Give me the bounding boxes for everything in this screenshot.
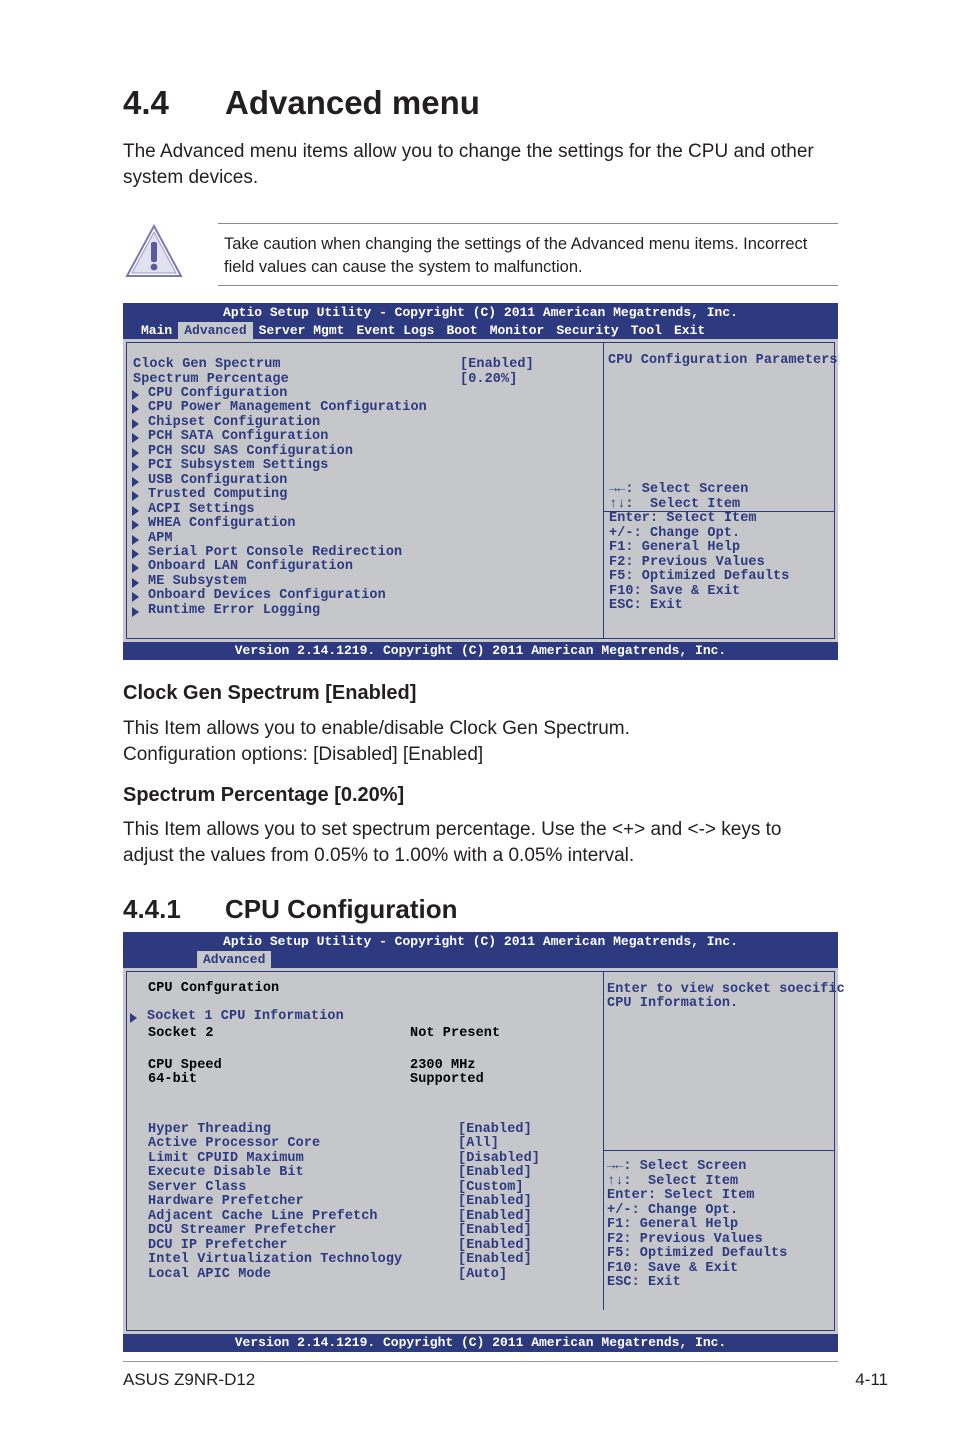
key-hint: F1: General Help <box>609 540 741 555</box>
info-value: 2300 MHz <box>410 1058 476 1073</box>
socket1-submenu[interactable]: Socket 1 CPU Information <box>147 1009 344 1024</box>
help-line-2: CPU Information. <box>607 996 739 1011</box>
submenu-arrow-icon <box>132 419 139 429</box>
setting-value[interactable]: [Custom] <box>458 1179 524 1195</box>
tab-event-logs[interactable]: Event Logs <box>356 323 435 338</box>
submenu-arrow-icon <box>132 592 139 602</box>
submenu-arrow-icon <box>132 448 139 458</box>
submenu-item[interactable]: WHEA Configuration <box>148 516 296 532</box>
bios-divider <box>603 343 604 638</box>
clock-gen-heading: Clock Gen Spectrum [Enabled] <box>123 682 417 704</box>
key-hint: →←: Select Screen <box>607 1159 747 1174</box>
setting-label[interactable]: Active Processor Core <box>148 1136 321 1152</box>
key-hint: +/-: Change Opt. <box>607 1202 739 1218</box>
submenu-item[interactable]: Trusted Computing <box>148 487 288 503</box>
setting-value[interactable]: [Enabled] <box>460 357 534 372</box>
info-value: Not Present <box>410 1026 501 1041</box>
key-hint: +/-: Change Opt. <box>609 525 741 541</box>
section-number: 4.4 <box>123 84 169 121</box>
key-hint: F10: Save & Exit <box>609 583 741 599</box>
setting-label[interactable]: Spectrum Percentage <box>133 371 289 387</box>
spectrum-heading: Spectrum Percentage [0.20%] <box>123 784 405 806</box>
submenu-item[interactable]: PCI Subsystem Settings <box>148 458 329 474</box>
submenu-arrow-icon <box>130 1013 137 1023</box>
help-line-1: Enter to view socket soecific <box>607 982 845 997</box>
key-hint: F2: Previous Values <box>607 1231 763 1247</box>
bios-title-2: Aptio Setup Utility - Copyright (C) 2011 American Megatrends, Inc. <box>223 934 738 949</box>
tab-advanced[interactable]: Advanced <box>178 322 252 339</box>
setting-label[interactable]: Local APIC Mode <box>148 1266 272 1282</box>
subsection-number: 4.4.1 <box>123 894 181 924</box>
bios-tab-bar-2 <box>197 951 271 968</box>
note-bottom-rule <box>218 285 838 286</box>
setting-label[interactable]: Adjacent Cache Line Prefetch <box>148 1208 378 1224</box>
tab-monitor[interactable]: Monitor <box>489 323 545 338</box>
tab-advanced[interactable]: Advanced <box>197 951 271 968</box>
subsection-title-text: CPU Configuration <box>225 894 458 924</box>
info-label: CPU Speed <box>148 1058 222 1073</box>
submenu-arrow-icon <box>132 404 139 414</box>
submenu-arrow-icon <box>132 506 139 516</box>
submenu-item[interactable]: CPU Power Management Configuration <box>148 400 427 416</box>
bios-tab-bar <box>135 322 711 339</box>
bios-body <box>123 339 838 642</box>
setting-label[interactable]: DCU IP Prefetcher <box>148 1237 288 1253</box>
bios-version-bar: Version 2.14.1219. Copyright (C) 2011 American Megatrends, Inc. <box>123 642 838 660</box>
setting-value[interactable]: [Enabled] <box>458 1208 532 1224</box>
setting-label[interactable]: Execute Disable Bit <box>148 1165 304 1181</box>
tab-security[interactable]: Security <box>556 323 619 338</box>
clock-gen-line2: Configuration options: [Disabled] [Enabled] <box>123 744 484 765</box>
tab-tool[interactable]: Tool <box>630 323 662 338</box>
setting-label[interactable]: Hyper Threading <box>148 1122 272 1137</box>
key-hint: F10: Save & Exit <box>607 1260 739 1276</box>
tab-exit[interactable]: Exit <box>673 323 706 338</box>
key-hint: F5: Optimized Defaults <box>607 1246 788 1261</box>
submenu-item[interactable]: CPU Configuration <box>148 386 288 401</box>
warning-triangle-icon <box>124 223 184 279</box>
bios-title: Aptio Setup Utility - Copyright (C) 2011 American Megatrends, Inc. <box>223 305 738 320</box>
setting-value[interactable]: [Enabled] <box>458 1223 532 1239</box>
footer-rule <box>123 1361 838 1362</box>
submenu-arrow-icon <box>132 491 139 501</box>
bios-title-bar-2 <box>123 932 838 968</box>
caution-text: Take caution when changing the settings of the Advanced menu items. Incorrect field values can cause the system to malfunction. <box>224 235 808 276</box>
key-hint: F5: Optimized Defaults <box>609 569 790 584</box>
setting-value[interactable]: [Enabled] <box>458 1122 532 1137</box>
setting-label[interactable]: Intel Virtualization Technology <box>148 1252 403 1268</box>
submenu-item[interactable]: ME Subsystem <box>148 573 247 589</box>
setting-value[interactable]: [0.20%] <box>460 371 518 387</box>
setting-label[interactable]: Server Class <box>148 1179 247 1195</box>
key-hint: ↑↓: Select Item <box>607 1173 739 1189</box>
info-value: Supported <box>410 1072 484 1087</box>
submenu-item[interactable]: Chipset Configuration <box>148 414 321 430</box>
submenu-item[interactable]: Onboard LAN Configuration <box>148 559 354 575</box>
section-title <box>123 84 480 122</box>
submenu-item[interactable]: APM <box>148 530 173 546</box>
key-hint: F1: General Help <box>607 1217 739 1232</box>
submenu-arrow-icon <box>132 535 139 545</box>
submenu-arrow-icon <box>132 549 139 559</box>
setting-value[interactable]: [Enabled] <box>458 1252 532 1268</box>
setting-value[interactable]: [Auto] <box>458 1266 508 1282</box>
info-label: 64-bit <box>148 1072 198 1087</box>
spectrum-text: This Item allows you to set spectrum percentage. Use the <+> and <-> keys to adjust the values from 0.05% to 1.00% with a 0.05% interval. <box>123 819 782 866</box>
submenu-arrow-icon <box>132 462 139 472</box>
setting-value[interactable]: [Disabled] <box>458 1150 541 1166</box>
submenu-item[interactable]: PCH SATA Configuration <box>148 429 329 445</box>
clock-gen-line1: This Item allows you to enable/disable Clock Gen Spectrum. <box>123 718 630 739</box>
key-hint: ESC: Exit <box>609 598 683 613</box>
note-top-rule <box>218 223 838 224</box>
section-title-text: Advanced menu <box>225 84 480 121</box>
subsection-title <box>123 894 458 925</box>
setting-value[interactable]: [Enabled] <box>458 1194 532 1210</box>
bios-divider-2 <box>603 972 604 1310</box>
submenu-arrow-icon <box>132 563 139 573</box>
key-hint: ESC: Exit <box>607 1275 681 1290</box>
key-hint: Enter: Select Item <box>609 511 757 526</box>
bios-screen-cpu <box>123 932 845 1352</box>
tab-boot[interactable]: Boot <box>446 323 478 338</box>
submenu-arrow-icon <box>132 578 139 588</box>
setting-value[interactable]: [Enabled] <box>458 1165 532 1181</box>
help-text: CPU Configuration Parameters <box>608 353 838 368</box>
bios-help-divider-2 <box>604 1150 834 1151</box>
submenu-item[interactable]: Runtime Error Logging <box>148 602 321 618</box>
cpu-config-heading: CPU Confguration <box>148 981 280 996</box>
intro-paragraph: The Advanced menu items allow you to change the settings for the CPU and other system devices. <box>123 141 814 188</box>
key-hint: ↑↓: Select Item <box>609 496 741 512</box>
key-hint: F2: Previous Values <box>609 554 765 570</box>
submenu-item[interactable]: Serial Port Console Redirection <box>148 544 403 560</box>
submenu-arrow-icon <box>132 520 139 530</box>
submenu-item[interactable]: USB Configuration <box>148 472 288 488</box>
bios-screen-advanced <box>123 303 838 660</box>
submenu-arrow-icon <box>132 433 139 443</box>
key-hint: Enter: Select Item <box>607 1188 755 1203</box>
setting-label[interactable]: Hardware Prefetcher <box>148 1194 304 1210</box>
footer-page-number: 4-11 <box>855 1370 888 1389</box>
key-hint: →←: Select Screen <box>609 482 749 497</box>
setting-label[interactable]: Limit CPUID Maximum <box>148 1150 304 1166</box>
submenu-arrow-icon <box>132 607 139 617</box>
submenu-item[interactable]: Onboard Devices Configuration <box>148 588 386 604</box>
setting-label[interactable]: Clock Gen Spectrum <box>133 357 281 372</box>
submenu-arrow-icon <box>132 390 139 400</box>
info-label: Socket 2 <box>148 1026 214 1041</box>
tab-server-mgmt[interactable]: Server Mgmt <box>258 323 345 338</box>
footer-model: ASUS Z9NR-D12 <box>123 1370 256 1389</box>
setting-value[interactable]: [Enabled] <box>458 1237 532 1253</box>
submenu-arrow-icon <box>132 477 139 487</box>
setting-value[interactable]: [All] <box>458 1136 500 1152</box>
submenu-item[interactable]: ACPI Settings <box>148 501 255 517</box>
bios-version-bar-2: Version 2.14.1219. Copyright (C) 2011 American Megatrends, Inc. <box>123 1334 838 1352</box>
tab-main[interactable]: Main <box>141 323 173 338</box>
bios-body-2 <box>123 968 845 1334</box>
bios-title-bar <box>123 303 838 339</box>
submenu-item[interactable]: PCH SCU SAS Configuration <box>148 443 354 459</box>
setting-label[interactable]: DCU Streamer Prefetcher <box>148 1223 337 1239</box>
